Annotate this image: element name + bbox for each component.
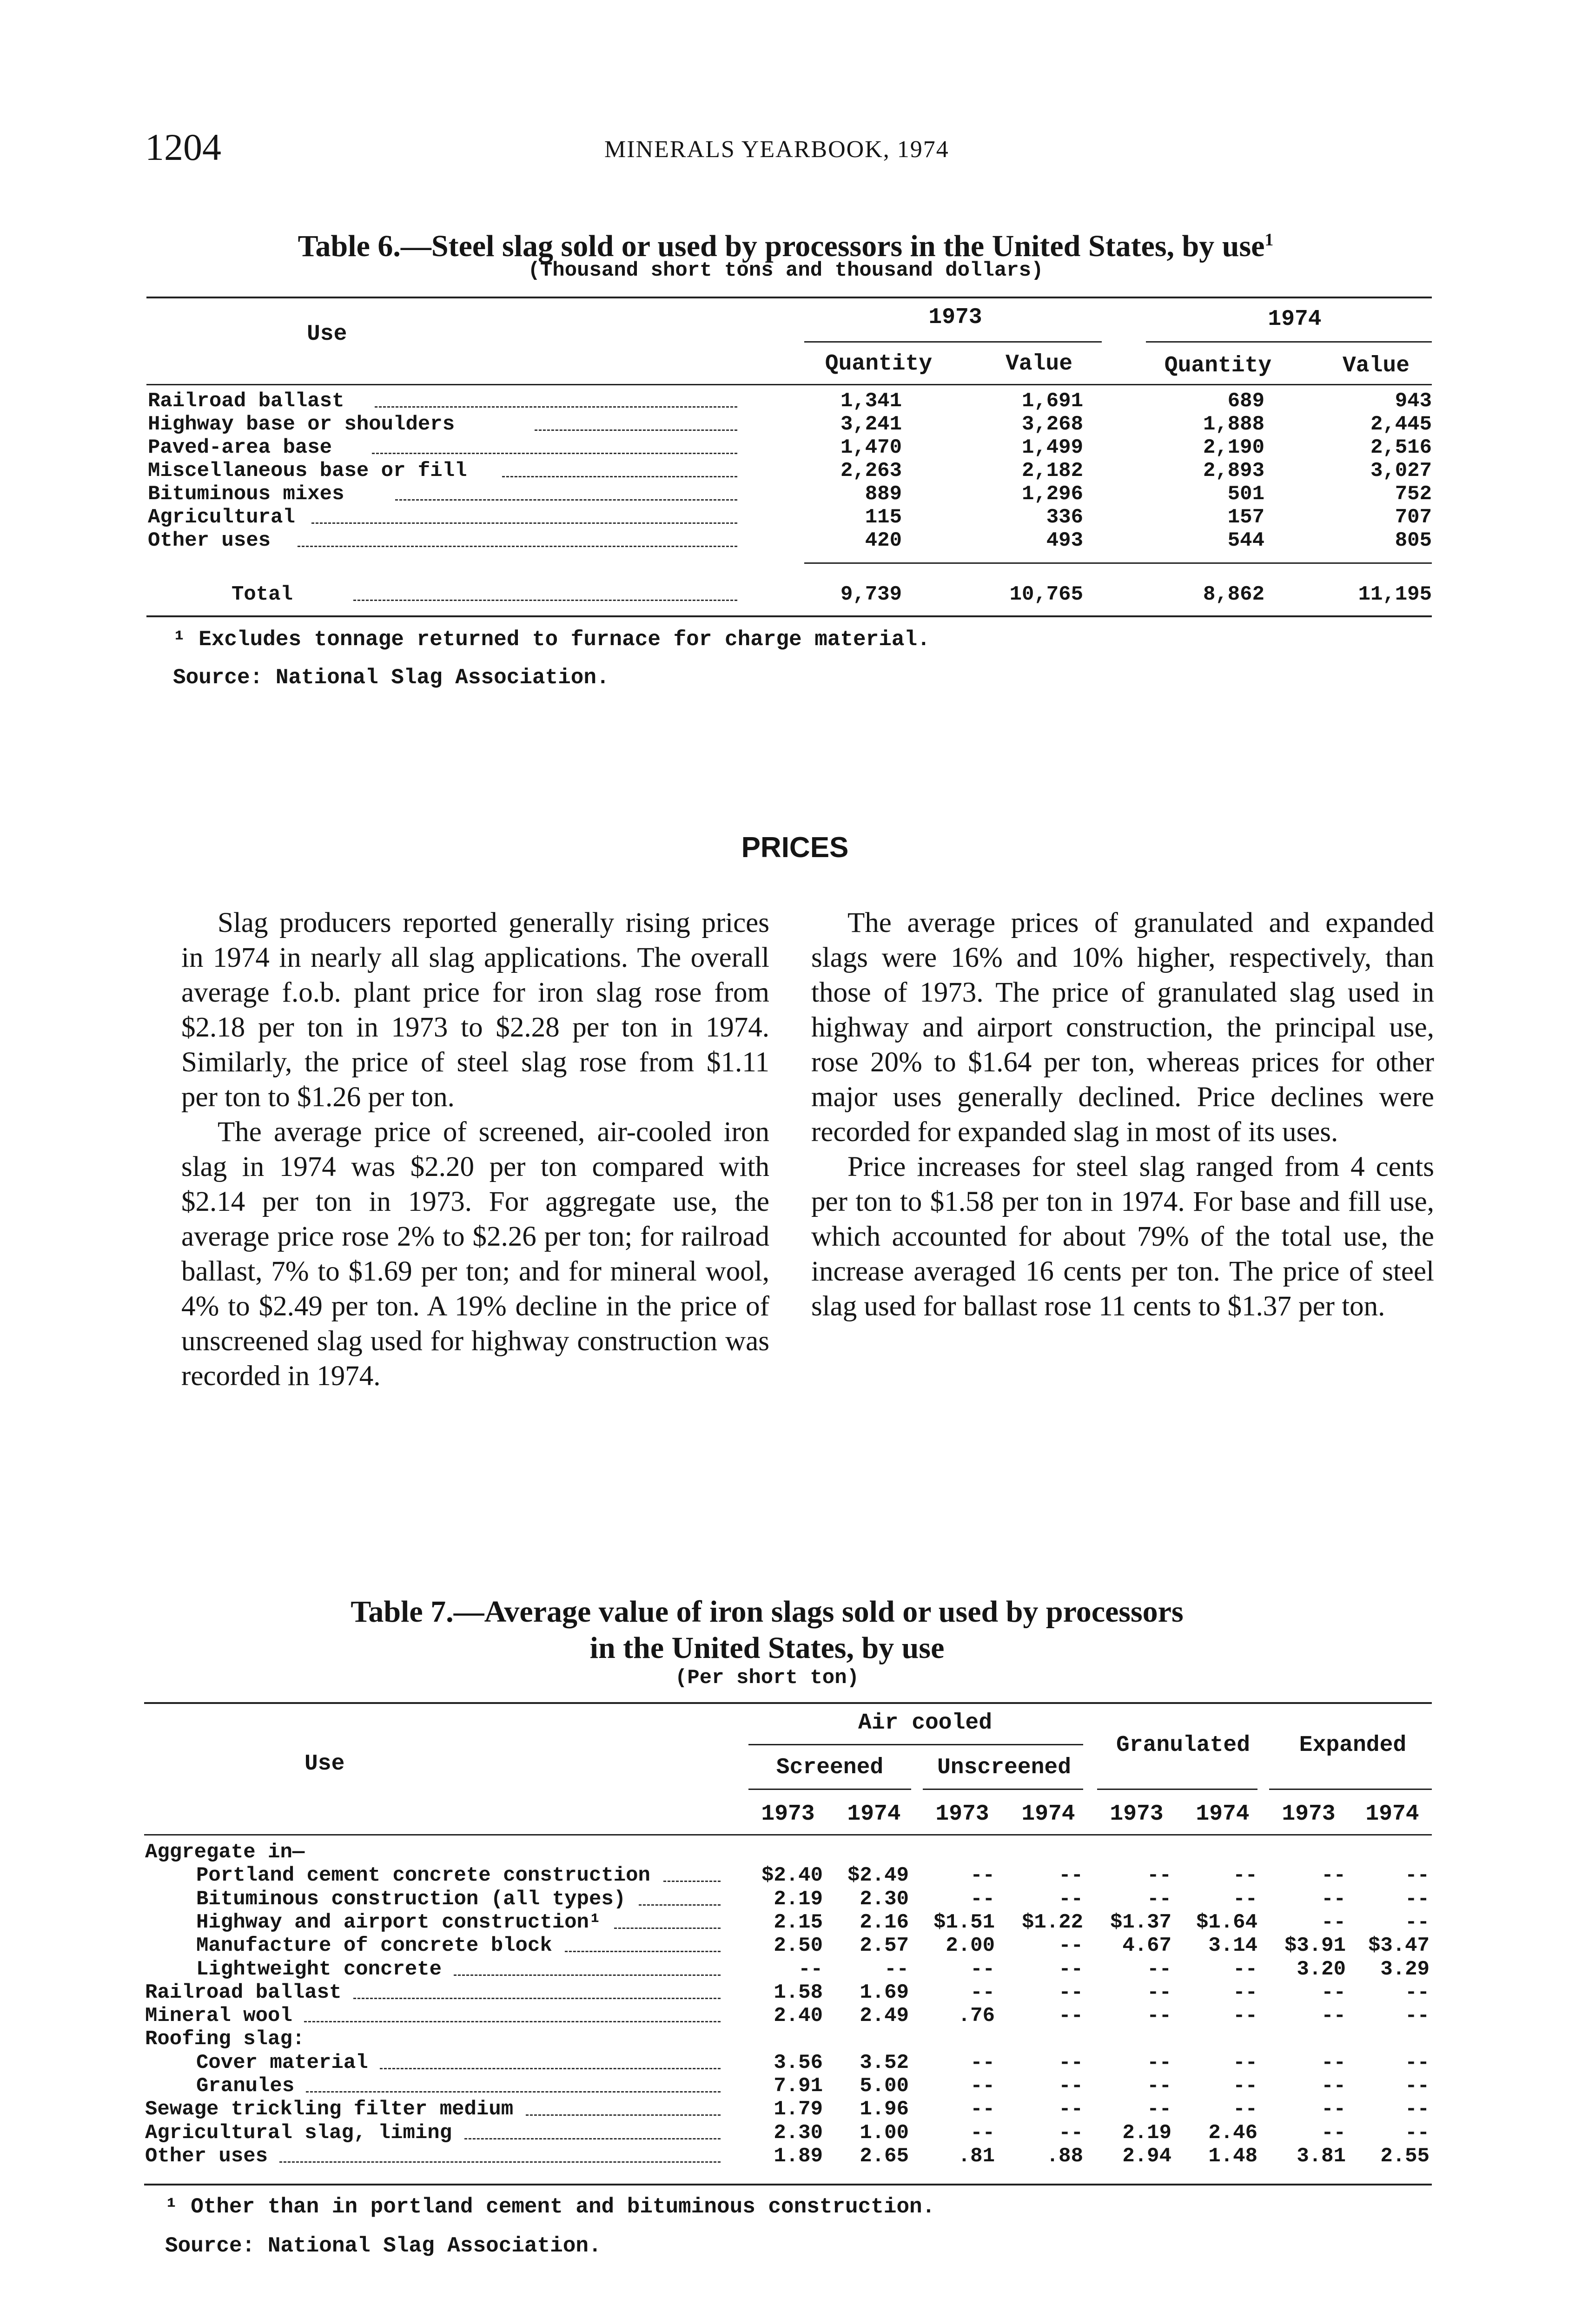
- cell-value: $3.91: [1284, 1934, 1346, 1958]
- cell-value: 2.19: [1122, 2121, 1171, 2145]
- dot-leader: [375, 406, 737, 408]
- cell-value: --: [1321, 2121, 1346, 2145]
- dot-leader: [279, 2161, 721, 2163]
- cell-value: --: [1405, 1910, 1429, 1934]
- cell-value: 1,499: [1021, 436, 1083, 459]
- cell-value: 2.65: [860, 2144, 909, 2168]
- table-6-header-rule: [146, 384, 1432, 385]
- cell-value: 336: [1046, 506, 1083, 529]
- cell-value: --: [1321, 2074, 1346, 2098]
- cell-value: --: [1147, 2004, 1171, 2028]
- dot-leader: [454, 1974, 721, 1976]
- cell-value: --: [1233, 1887, 1257, 1911]
- dot-leader: [526, 2114, 721, 2116]
- cell-value: $1.37: [1110, 1910, 1171, 1934]
- cell-value: 752: [1395, 482, 1432, 506]
- cell-value: --: [1059, 2121, 1083, 2145]
- table-7-year-header: 1974: [1196, 1802, 1250, 1827]
- table-6-source: Source: National Slag Association.: [173, 666, 609, 690]
- cell-value: 501: [1227, 482, 1264, 506]
- cell-value: 2.49: [860, 2004, 909, 2028]
- cell-value: .76: [958, 2004, 995, 2028]
- cell-value: 157: [1227, 506, 1264, 529]
- table-7-air-cooled-span-rule: [748, 1744, 1083, 1745]
- cell-value: 115: [865, 506, 902, 529]
- cell-value: 1.96: [860, 2098, 909, 2121]
- row-label: Bituminous construction (all types): [196, 1887, 626, 1911]
- cell-value: 10,765: [1009, 583, 1083, 606]
- cell-value: --: [970, 1887, 995, 1911]
- cell-value: 5.00: [860, 2074, 909, 2098]
- table-7-unscreened-header: Unscreened: [937, 1755, 1072, 1780]
- cell-value: .81: [958, 2144, 995, 2168]
- cell-value: 11,195: [1358, 583, 1432, 606]
- cell-value: 889: [865, 482, 902, 506]
- cell-value: --: [1147, 1957, 1171, 1981]
- cell-value: --: [1059, 1864, 1083, 1888]
- cell-value: 2.94: [1122, 2144, 1171, 2168]
- cell-value: 3.52: [860, 2051, 909, 2074]
- table-7-granulated-header: Granulated: [1116, 1733, 1251, 1758]
- cell-value: --: [1147, 1864, 1171, 1888]
- table-row: [0, 1864, 1575, 1887]
- cell-value: --: [1405, 2051, 1429, 2074]
- cell-value: --: [1059, 1934, 1083, 1958]
- cell-value: --: [1405, 1864, 1429, 1888]
- table-7-expanded-header: Expanded: [1299, 1733, 1407, 1758]
- dot-leader: [663, 1881, 721, 1882]
- row-label: Manufacture of concrete block: [196, 1934, 552, 1958]
- table-row: [0, 2051, 1575, 2074]
- row-label: Other uses: [145, 2144, 268, 2168]
- cell-value: --: [1147, 1981, 1171, 2004]
- cell-value: --: [884, 1957, 909, 1981]
- cell-value: --: [1059, 2051, 1083, 2074]
- row-label: Cover material: [196, 2051, 368, 2074]
- dot-leader: [380, 2068, 721, 2069]
- cell-value: --: [970, 2051, 995, 2074]
- table-6-header-value-1973: Value: [1005, 351, 1073, 376]
- cell-value: 544: [1227, 529, 1264, 552]
- row-label: Other uses: [148, 529, 271, 552]
- cell-value: 2.50: [774, 1934, 823, 1958]
- prices-left-column: [181, 905, 769, 1393]
- cell-value: 2.15: [774, 1910, 823, 1934]
- cell-value: 8,862: [1203, 583, 1264, 606]
- cell-value: 1,888: [1203, 413, 1264, 436]
- prices-right-column: [811, 905, 1434, 1324]
- cell-value: --: [1321, 1981, 1346, 2004]
- dot-leader: [311, 522, 737, 524]
- cell-value: --: [1321, 2051, 1346, 2074]
- cell-value: $2.49: [847, 1864, 909, 1888]
- cell-value: --: [1405, 2004, 1429, 2028]
- cell-value: --: [1405, 2121, 1429, 2145]
- cell-value: 943: [1395, 390, 1432, 413]
- table-row: [0, 2004, 1575, 2027]
- table-row: [0, 390, 1575, 413]
- table-row: [0, 1934, 1575, 1957]
- cell-value: 2.30: [774, 2121, 823, 2145]
- table-6-header-value-1974: Value: [1342, 353, 1410, 378]
- cell-value: 3.81: [1297, 2144, 1346, 2168]
- table-7-source: Source: National Slag Association.: [165, 2234, 602, 2258]
- table-6-header-quantity-1973: Quantity: [825, 351, 933, 376]
- prices-heading: PRICES: [741, 832, 849, 864]
- cell-value: --: [970, 1864, 995, 1888]
- cell-value: 805: [1395, 529, 1432, 552]
- table-7-year-header: 1974: [847, 1802, 901, 1827]
- cell-value: 689: [1227, 390, 1264, 413]
- cell-value: 3.14: [1208, 1934, 1257, 1958]
- table-row: [0, 1911, 1575, 1934]
- row-label: Railroad ballast: [145, 1981, 342, 2004]
- table-row: [0, 2121, 1575, 2145]
- cell-value: --: [1059, 1957, 1083, 1981]
- cell-value: 2,182: [1021, 459, 1083, 482]
- table-7-footnote: ¹ Other than in portland cement and bituminous construction.: [165, 2195, 935, 2219]
- table-row: [0, 1958, 1575, 1981]
- cell-value: --: [1405, 2098, 1429, 2121]
- table-7-screened-rule: [748, 1789, 911, 1790]
- paragraph: Price increases for steel slag ranged from 4 cents per ton to $1.58 per ton in 1974. For base and fill use, which accounted for about 79% of the total use, the increase averaged 16 cents per ton. The price of steel slag used for ballast rose 11 cents to $1.37 per ton.: [811, 1151, 1434, 1322]
- table-row: [0, 2027, 1575, 2051]
- cell-value: 707: [1395, 506, 1432, 529]
- dot-leader: [353, 600, 737, 601]
- table-7-year-header: 1973: [935, 1802, 989, 1827]
- cell-value: 2.40: [774, 2004, 823, 2028]
- table-6-bottom-rule: [146, 615, 1432, 617]
- cell-value: --: [1233, 2051, 1257, 2074]
- table-7-bottom-rule: [144, 2184, 1432, 2185]
- cell-value: --: [970, 2098, 995, 2121]
- cell-value: 2,263: [840, 459, 902, 482]
- cell-value: 4.67: [1122, 1934, 1171, 1958]
- cell-value: --: [970, 2121, 995, 2145]
- cell-value: --: [1233, 1981, 1257, 2004]
- cell-value: 3,027: [1370, 459, 1432, 482]
- paragraph: The average price of screened, air-cooled iron slag in 1974 was $2.20 per ton compared with $2.14 per ton in 1973. For aggregate use, the average price rose 2% to $2.26 per ton; for railroad ballast, 7% to $1.69 per ton; and for mineral wool, 4% to $2.49 per ton. A 19% decline in the price of unscreened slag used for highway construction was recorded in 1974.: [181, 1116, 769, 1392]
- cell-value: 2.19: [774, 1887, 823, 1911]
- cell-value: --: [1233, 2004, 1257, 2028]
- row-label: Highway base or shoulders: [148, 413, 455, 436]
- row-label: Highway and airport construction¹: [196, 1910, 602, 1934]
- cell-value: --: [1321, 2098, 1346, 2121]
- cell-value: 1,470: [840, 436, 902, 459]
- cell-value: --: [1321, 1864, 1346, 1888]
- table-6-subtitle: (Thousand short tons and thousand dollars): [528, 259, 1044, 282]
- table-6-header-quantity-1974: Quantity: [1164, 353, 1272, 378]
- cell-value: 3,241: [840, 413, 902, 436]
- table-row: [0, 529, 1575, 552]
- row-label: Agricultural: [148, 506, 295, 529]
- cell-value: 3,268: [1021, 413, 1083, 436]
- cell-value: 9,739: [840, 583, 902, 606]
- cell-value: 1.48: [1208, 2144, 1257, 2168]
- cell-value: --: [1059, 1887, 1083, 1911]
- cell-value: 1.00: [860, 2121, 909, 2145]
- row-label: Bituminous mixes: [148, 482, 344, 506]
- dot-leader: [639, 1904, 721, 1906]
- cell-value: $1.64: [1196, 1910, 1257, 1934]
- dot-leader: [306, 2091, 721, 2093]
- cell-value: 3.29: [1380, 1957, 1429, 1981]
- table-row: [0, 413, 1575, 436]
- dot-leader: [304, 2021, 721, 2022]
- table-7-year-header: 1973: [1282, 1802, 1336, 1827]
- row-label: Railroad ballast: [148, 390, 344, 413]
- row-label: Sewage trickling filter medium: [145, 2098, 514, 2121]
- cell-value: --: [1321, 1910, 1346, 1934]
- cell-value: --: [798, 1957, 823, 1981]
- cell-value: 3.56: [774, 2051, 823, 2074]
- cell-value: 1.79: [774, 2098, 823, 2121]
- row-label: Paved-area base: [148, 436, 332, 459]
- paragraph: Slag producers reported generally rising prices in 1974 in nearly all slag applications. The overall average f.o.b. plant price for iron slag rose from $2.18 per ton in 1973 to $2.28 per ton in 1974. Similarly, the price of steel slag rose from $1.11 per ton to $1.26 per ton.: [181, 907, 769, 1113]
- cell-value: .88: [1046, 2144, 1083, 2168]
- table-6-year-1974: 1974: [1268, 307, 1322, 332]
- table-7-expanded-rule: [1269, 1789, 1432, 1790]
- cell-value: $1.22: [1021, 1910, 1083, 1934]
- cell-value: --: [970, 1981, 995, 2004]
- cell-value: 2.30: [860, 1887, 909, 1911]
- table-6-use-header: Use: [307, 322, 347, 347]
- table-6-1974-span-rule: [1146, 341, 1432, 343]
- cell-value: --: [1147, 2098, 1171, 2121]
- table-row-total: [0, 583, 1575, 606]
- table-7-header-rule: [144, 1834, 1432, 1835]
- cell-value: $1.51: [933, 1910, 995, 1934]
- cell-value: --: [1233, 1864, 1257, 1888]
- table-7-year-header: 1974: [1365, 1802, 1419, 1827]
- dot-leader: [565, 1951, 721, 1952]
- cell-value: --: [1321, 1887, 1346, 1911]
- cell-value: 3.20: [1297, 1957, 1346, 1981]
- table-6-year-1973: 1973: [928, 305, 982, 330]
- cell-value: --: [1147, 2074, 1171, 2098]
- table-row: [0, 2074, 1575, 2098]
- table-7-year-header: 1974: [1021, 1802, 1075, 1827]
- cell-value: --: [1321, 2004, 1346, 2028]
- page-number: 1204: [145, 126, 221, 168]
- cell-value: 2.00: [946, 1934, 995, 1958]
- table-7-top-rule: [144, 1702, 1432, 1704]
- cell-value: 2,445: [1370, 413, 1432, 436]
- table-row: [0, 436, 1575, 459]
- table-row: [0, 482, 1575, 506]
- table-row: [0, 459, 1575, 482]
- cell-value: 420: [865, 529, 902, 552]
- row-label: Total: [232, 583, 293, 606]
- cell-value: --: [1059, 2098, 1083, 2121]
- dot-leader: [395, 499, 737, 501]
- cell-value: 1,296: [1021, 482, 1083, 506]
- cell-value: --: [1059, 2074, 1083, 2098]
- cell-value: 1,691: [1021, 390, 1083, 413]
- dot-leader: [535, 429, 737, 431]
- cell-value: --: [1233, 2074, 1257, 2098]
- running-head: MINERALS YEARBOOK, 1974: [604, 136, 949, 163]
- table-7-year-header: 1973: [761, 1802, 815, 1827]
- cell-value: --: [1233, 2098, 1257, 2121]
- table-row: [0, 1841, 1575, 1864]
- table-row: [0, 1888, 1575, 1911]
- table-row: [0, 506, 1575, 529]
- cell-value: --: [1147, 2051, 1171, 2074]
- row-label: Aggregate in—: [145, 1841, 305, 1864]
- table-6-footnote: ¹ Excludes tonnage returned to furnace for charge material.: [173, 627, 930, 652]
- dot-leader: [353, 1998, 721, 1999]
- dot-leader: [614, 1928, 721, 1929]
- table-6-total-rule: [804, 562, 1432, 564]
- table-7-year-header: 1973: [1110, 1802, 1164, 1827]
- cell-value: --: [1405, 1887, 1429, 1911]
- table-7-subtitle: (Per short ton): [675, 1666, 860, 1690]
- cell-value: 2,893: [1203, 459, 1264, 482]
- cell-value: 1.58: [774, 1981, 823, 2004]
- cell-value: --: [1233, 1957, 1257, 1981]
- cell-value: 2.57: [860, 1934, 909, 1958]
- cell-value: --: [970, 2074, 995, 2098]
- dot-leader: [372, 453, 737, 454]
- cell-value: 1.89: [774, 2144, 823, 2168]
- table-7-title-line-1: Table 7.—Average value of iron slags sold or used by processors: [351, 1595, 1184, 1629]
- cell-value: --: [1405, 1981, 1429, 2004]
- table-6-top-rule: [146, 297, 1432, 298]
- cell-value: 1.69: [860, 1981, 909, 2004]
- cell-value: 7.91: [774, 2074, 823, 2098]
- cell-value: $3.47: [1368, 1934, 1429, 1958]
- table-7-screened-header: Screened: [776, 1755, 884, 1780]
- row-label: Agricultural slag, liming: [145, 2121, 452, 2145]
- table-row: [0, 2145, 1575, 2168]
- table-6-1973-span-rule: [804, 341, 1102, 343]
- row-label: Lightweight concrete: [196, 1957, 442, 1981]
- table-row: [0, 1981, 1575, 2004]
- dot-leader: [464, 2138, 721, 2139]
- cell-value: 2.55: [1380, 2144, 1429, 2168]
- cell-value: 2,190: [1203, 436, 1264, 459]
- dot-leader: [298, 546, 737, 547]
- table-6-title: Table 6.—Steel slag sold or used by processors in the United States, by use$^1$: [298, 229, 1274, 263]
- cell-value: 1,341: [840, 390, 902, 413]
- table-7-air-cooled-header: Air cooled: [858, 1710, 993, 1736]
- table-row: [0, 2098, 1575, 2121]
- cell-value: --: [1059, 2004, 1083, 2028]
- table-7-title-line-2: in the United States, by use: [589, 1631, 945, 1665]
- row-label: Granules: [196, 2074, 295, 2098]
- cell-value: --: [1059, 1981, 1083, 2004]
- row-label: Roofing slag:: [145, 2027, 305, 2051]
- paragraph: The average prices of granulated and expanded slags were 16% and 10% higher, respectively, than those of 1973. The price of granulated slag used in highway and airport construction, the principal use, rose 20% to $1.64 per ton, whereas prices for other major uses generally declined. Price declines were recorded for expanded slag in most of its uses.: [811, 907, 1434, 1148]
- row-label: Portland cement concrete construction: [196, 1864, 650, 1888]
- table-7-use-header: Use: [304, 1751, 345, 1776]
- cell-value: 493: [1046, 529, 1083, 552]
- cell-value: 2.16: [860, 1910, 909, 1934]
- row-label: Miscellaneous base or fill: [148, 459, 467, 482]
- table-7-unscreened-rule: [923, 1789, 1083, 1790]
- row-label: Mineral wool: [145, 2004, 292, 2028]
- cell-value: --: [1147, 1887, 1171, 1911]
- table-7-granulated-rule: [1097, 1789, 1257, 1790]
- cell-value: --: [970, 1957, 995, 1981]
- cell-value: 2.46: [1208, 2121, 1257, 2145]
- cell-value: --: [1405, 2074, 1429, 2098]
- cell-value: $2.40: [761, 1864, 823, 1888]
- cell-value: 2,516: [1370, 436, 1432, 459]
- dot-leader: [502, 476, 737, 477]
